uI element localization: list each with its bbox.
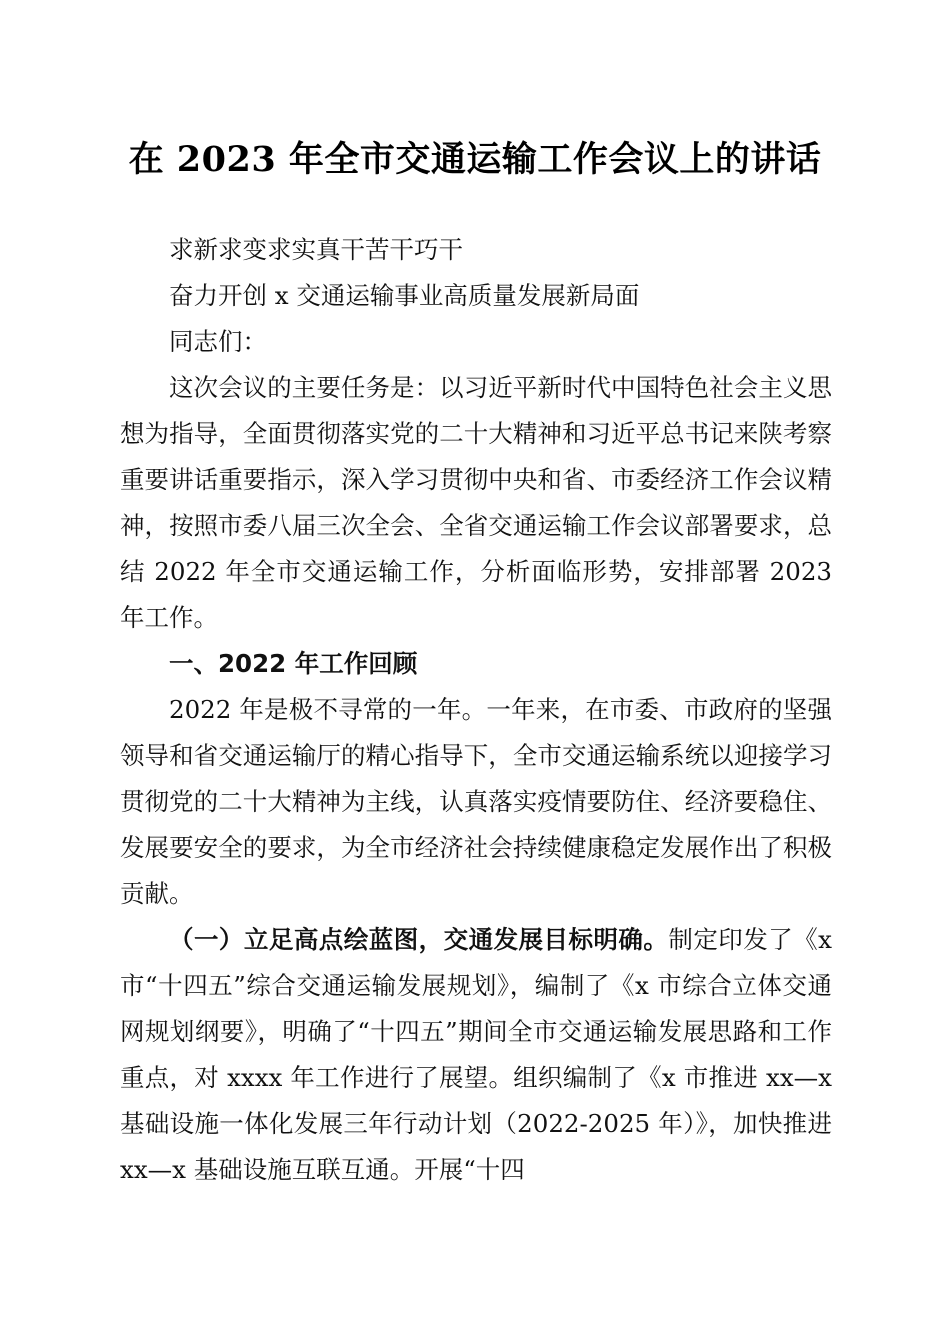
subtitle-line-2: 奋力开创 x 交通运输事业高质量发展新局面 [169,281,640,310]
subtitle-line-1: 求新求变求实真干苦干巧干 [169,235,463,264]
document-body [120,227,832,1193]
intro-paragraph: 这次会议的主要任务是：以习近平新时代中国特色社会主义思想为指导，全面贯彻落实党的二十大精神和习近平总书记来陕考察重要讲话重要指示，深入学习贯彻中央和省、市委经济工作会议精神，按照市委八届三次全会、全省交通运输工作会议部署要求，总结 2022 年全市交通运输工作，分析面临形势，安排部署 2023 年工作。 [120,373,832,632]
section-heading: 一、2022 年工作回顾 [169,649,418,678]
subsection-paragraph [120,917,832,1193]
subsection-text: 制定印发了《x 市“十四五”综合交通运输发展规划》，编制了《x 市综合立体交通网规划纲要》，明确了“十四五”期间全市交通运输发展思路和工作重点，对 xxxx 年工作进行了展望。组织编制了《x 市推进 xx—x 基础设施一体化发展三年行动计划（2022-2025 年）》，加快推进 xx—x 基础设施互联互通。开展“十四 [120,925,833,1184]
subsection-lead: （一）立足高点绘蓝图，交通发展目标明确。 [169,925,669,954]
review-paragraph: 2022 年是极不寻常的一年。一年来，在市委、市政府的坚强领导和省交通运输厅的精心指导下，全市交通运输系统以迎接学习贯彻党的二十大精神为主线，认真落实疫情要防住、经济要稳住、发展要安全的要求，为全市经济社会持续健康稳定发展作出了积极贡献。 [120,695,832,908]
salutation: 同志们： [169,327,267,356]
document-title: 在 2023 年全市交通运输工作会议上的讲话 [128,139,822,180]
